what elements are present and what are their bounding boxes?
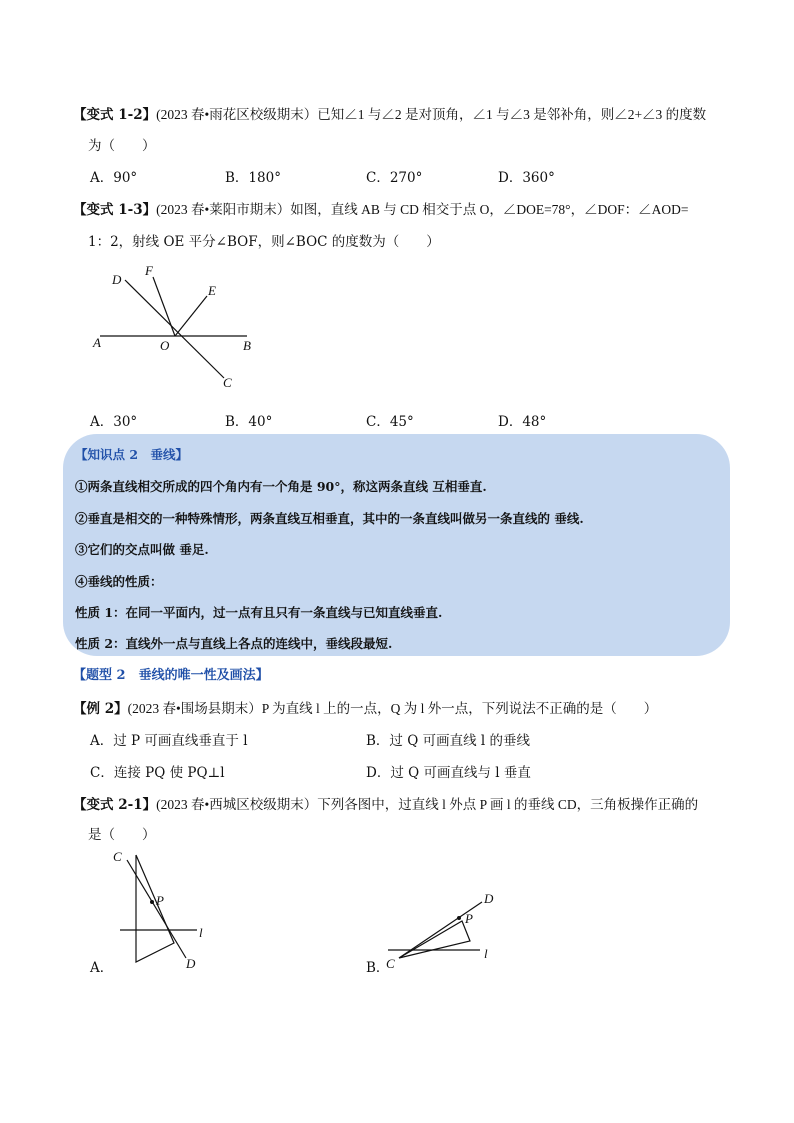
label-c: C [223,375,232,390]
option-a: A．过 P 可画直线垂直于 l [90,733,248,749]
question-v2-1-line2: 是（ ） [88,827,156,843]
label-a: A [93,335,101,350]
question-text: (2023 春•围场县期末）P 为直线 l 上的一点，Q 为 l 外一点，下列说法不正确的是（ ） [127,701,658,716]
label-d: D [112,272,122,287]
question-tag: 【例 2】 [73,701,128,717]
label-c: C [113,849,122,864]
question-tag: 【变式 2-1】 [73,797,157,813]
knowledge-item: ③它们的交点叫做 垂足. [75,542,209,557]
knowledge-title: 【知识点 2 垂线】 [75,447,189,462]
label-e: E [208,283,216,298]
label-f: F [145,263,153,278]
question-tag: 【变式 1-3】 [73,202,157,218]
label-o: O [160,338,170,353]
label-l: l [199,925,203,940]
option-c: C．连接 PQ 使 PQ⊥l [90,765,225,781]
figure-b-label: B． [366,960,390,976]
figure-a-label: A． [90,960,114,976]
option-b: B．180° [225,170,281,186]
question-text: (2023 春•雨花区校级期末）已知∠1 与∠2 是对顶角，∠1 与∠3 是邻补角，则∠2+∠3 的度数 [156,107,707,122]
label-p: P [465,911,473,926]
option-a: A．30° [90,414,138,430]
label-l: l [484,946,488,961]
label-p: P [156,893,164,908]
knowledge-item: 性质 1：在同一平面内，过一点有且只有一条直线与已知直线垂直. [75,605,443,620]
question-text: (2023 春•莱阳市期末）如图，直线 AB 与 CD 相交于点 O，∠DOE=78°，∠DOF：∠AOD= [156,202,689,217]
knowledge-item: ①两条直线相交所成的四个角内有一个角是 90°，称这两条直线 互相垂直. [75,479,487,494]
label-d: D [484,891,494,906]
question-text: (2023 春•西城区校级期末）下列各图中，过直线 l 外点 P 画 l 的垂线 CD，三角板操作正确的 [156,797,699,812]
option-d: D．360° [498,170,555,186]
label-d: D [186,956,196,971]
option-d: D．48° [498,414,547,430]
knowledge-item: ②垂直是相交的一种特殊情形，两条直线互相垂直，其中的一条直线叫做另一条直线的 垂线. [75,511,584,526]
option-c: C．270° [366,170,423,186]
question-v1-2-line2: 为（ ） [88,138,156,154]
topic-title: 【题型 2 垂线的唯一性及画法】 [73,668,269,683]
question-v1-3-line2: 1：2，射线 OE 平分∠BOF，则∠BOC 的度数为（ ） [88,234,440,250]
triangle-ruler [399,921,470,958]
option-b: B．过 Q 可画直线 l 的垂线 [366,733,530,749]
option-c: C．45° [366,414,414,430]
point-p [457,916,461,920]
knowledge-item: ④垂线的性质： [75,574,163,589]
option-d: D．过 Q 可画直线与 l 垂直 [366,765,531,781]
question-tag: 【变式 1-2】 [73,107,157,123]
label-c: C [386,956,395,971]
knowledge-item: 性质 2：直线外一点与直线上各点的连线中，垂线段最短. [75,636,393,651]
option-a: A．90° [90,170,138,186]
label-b: B [243,338,251,353]
option-b: B．40° [225,414,273,430]
